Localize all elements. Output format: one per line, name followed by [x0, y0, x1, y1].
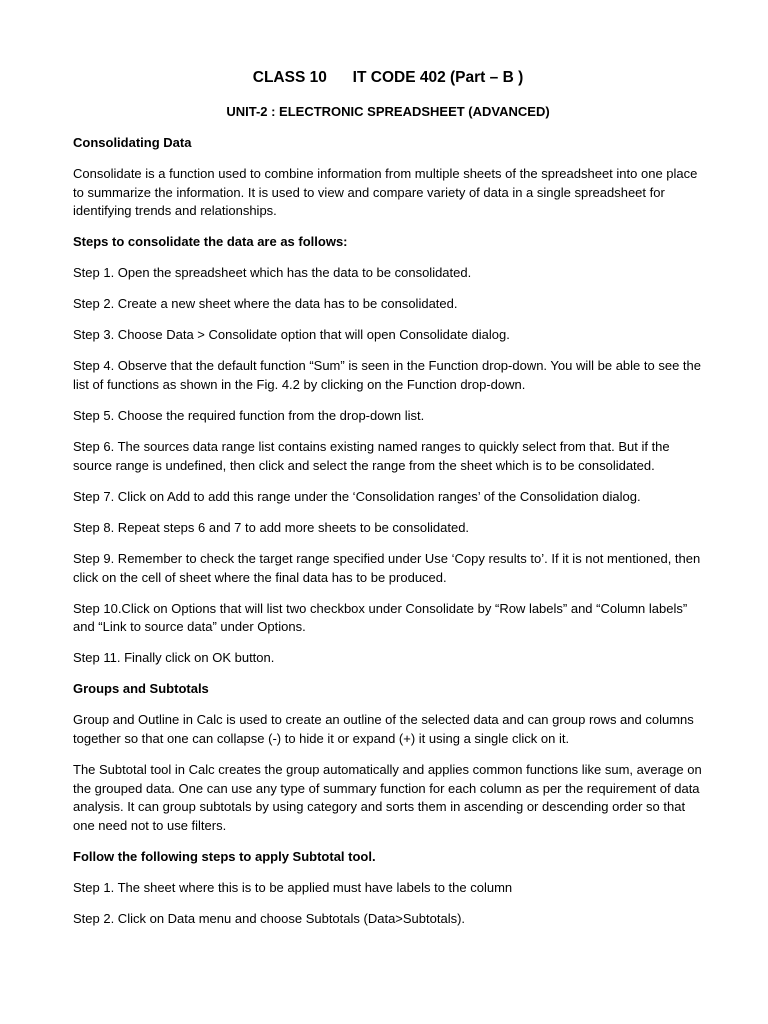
- subheading-consolidate-steps: Steps to consolidate the data are as follows:: [73, 234, 348, 250]
- paragraph-group-outline: Group and Outline in Calc is used to create an outline of the selected data and can group rows and columns together so that one can collapse (-) to hide it or expand (+) it using a single click on it.: [73, 712, 694, 746]
- unit-heading: UNIT-2 : ELECTRONIC SPREADSHEET (ADVANCED): [226, 104, 550, 119]
- consolidate-step-1: Step 1. Open the spreadsheet which has the data to be consolidated.: [73, 265, 472, 281]
- document-title: CLASS 10 IT CODE 402 (Part – B ): [252, 69, 524, 86]
- consolidate-step-3: Step 3. Choose Data > Consolidate option that will open Consolidate dialog.: [73, 327, 510, 343]
- consolidate-step-7: Step 7. Click on Add to add this range under the ‘Consolidation ranges’ of the Consolidation dialog.: [73, 488, 641, 504]
- consolidate-step-11: Step 11. Finally click on OK button.: [73, 650, 275, 666]
- section-heading-consolidating-data: Consolidating Data: [73, 135, 192, 150]
- consolidate-step-6: Step 6. The sources data range list contains existing named ranges to quickly select from that. But if the source range is undefined, then click and select the range from the sheet which is to be consolidated.: [73, 439, 670, 473]
- paragraph-subtotal-tool: The Subtotal tool in Calc creates the group automatically and applies common functions like sum, average on the grouped data. One can use any type of summary function for each column as per the requirement of data analysis. It can group subtotals by using category and sorts them in ascending or descending order so that one need not to use filters.: [73, 761, 702, 834]
- consolidate-step-10: Step 10.Click on Options that will list two checkbox under Consolidate by “Row labels” and “Column labels” and “Link to source data” under Options.: [73, 600, 688, 635]
- consolidate-step-5: Step 5. Choose the required function from the drop-down list.: [73, 408, 425, 424]
- document-page: [73, 68, 703, 941]
- subtotal-step-2: Step 2. Click on Data menu and choose Subtotals (Data>Subtotals).: [73, 911, 466, 927]
- section-heading-groups-subtotals: Groups and Subtotals: [73, 681, 209, 697]
- consolidate-step-8: Step 8. Repeat steps 6 and 7 to add more sheets to be consolidated.: [73, 519, 470, 535]
- consolidate-step-4: Step 4. Observe that the default function “Sum” is seen in the Function drop-down. You will be able to see the list of functions as shown in the Fig. 4.2 by clicking on the Function drop-down.: [73, 358, 701, 393]
- paragraph-consolidate-definition: Consolidate is a function used to combine information from multiple sheets of the spreadsheet into one place to summarize the information. It is used to view and compare variety of data in a single spreadsheet for identifying trends and relationships.: [73, 166, 698, 219]
- subtotal-step-1: Step 1. The sheet where this is to be applied must have labels to the column: [73, 880, 513, 896]
- consolidate-step-9: Step 9. Remember to check the target range specified under Use ‘Copy results to’. If it is not mentioned, then click on the cell of sheet where the final data has to be produced.: [73, 550, 701, 585]
- consolidate-step-2: Step 2. Create a new sheet where the data has to be consolidated.: [73, 296, 458, 312]
- subheading-subtotal-steps: Follow the following steps to apply Subtotal tool.: [73, 849, 376, 865]
